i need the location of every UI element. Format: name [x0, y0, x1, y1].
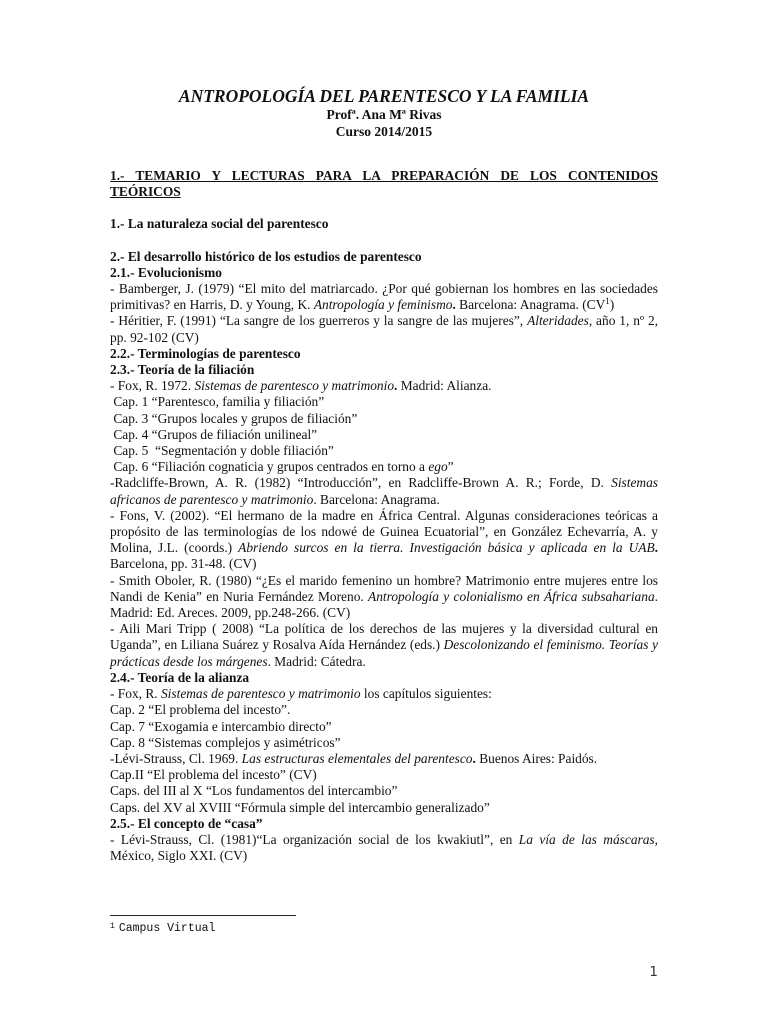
- chapter-item: Cap.II “El problema del incesto” (CV): [110, 767, 317, 783]
- reference-entry: -Lévi-Strauss, Cl. 1969. Las estructuras elementales del parentesco. Buenos Aires: Paidós.: [110, 750, 598, 766]
- topic-heading: 2.- El desarrollo histórico de los estudios de parentesco: [110, 248, 422, 264]
- chapter-item: Cap. 2 “El problema del incesto”.: [110, 702, 291, 718]
- reference-entry: - Fox, R. Sistemas de parentesco y matrimonio los capítulos siguientes:: [110, 686, 492, 702]
- footnote-number: 1: [110, 922, 115, 931]
- chapter-item: Cap. 7 “Exogamia e intercambio directo”: [110, 718, 332, 734]
- footnote: [110, 922, 215, 935]
- footnote-text: Campus Virtual: [118, 922, 216, 935]
- document-body: [110, 168, 658, 864]
- document-title: ANTROPOLOGÍA DEL PARENTESCO Y LA FAMILIA: [178, 86, 590, 106]
- reference-entry: - Smith Oboler, R. (1980) “¿Es el marido femenino un hombre? Matrimonio entre mujeres entre los Nandi de Kenia” en Nuria Fernández Moreno. Antropología y colonialismo en África subsahariana. Madrid: Ed. Areces. 2009, pp.248-266. (CV): [110, 572, 658, 621]
- chapter-item: Cap. 4 “Grupos de filiación unilineal”: [110, 426, 318, 442]
- professor-name: Profª. Ana Mª Rivas: [326, 107, 442, 122]
- reference-entry: - Lévi-Strauss, Cl. (1981)“La organización social de los kwakiutl”, en La vía de las máscaras, México, Siglo XXI. (CV): [110, 831, 658, 864]
- reference-entry: - Aili Mari Tripp ( 2008) “La política de los derechos de las mujeres y la diversidad cultural en Uganda”, en Liliana Suárez y Rosalva Aída Hernández (eds.) Descolonizando el feminismo. Teorías y prácticas desde los márgenes. Madrid: Cátedra.: [110, 621, 658, 669]
- reference-entry: - Héritier, F. (1991) “La sangre de los guerreros y la sangre de las mujeres”, Alteridades, año 1, nº 2, pp. 92-102 (CV): [110, 313, 658, 345]
- footnote-divider: [110, 915, 296, 916]
- reference-entry: - Bamberger, J. (1979) “El mito del matriarcado. ¿Por qué gobiernan los hombres en las sociedades primitivas? en Harris, D. y Young, K. Antropología y feminismo. Barcelona: Anagrama. (CV$^1$): [110, 281, 658, 313]
- subtopic-heading: 2.4.- Teoría de la alianza: [110, 669, 250, 685]
- footnote-mark: 1: [605, 296, 610, 307]
- subtopic-heading: 2.1.- Evolucionismo: [110, 264, 222, 280]
- chapter-item: Cap. 5 “Segmentación y doble filiación”: [110, 443, 334, 459]
- chapter-item: Cap. 3 “Grupos locales y grupos de filiación”: [110, 410, 358, 426]
- course-year: Curso 2014/2015: [335, 123, 433, 139]
- subtopic-heading: 2.2.- Terminologías de parentesco: [110, 345, 301, 361]
- page-number: 1: [649, 964, 658, 980]
- topic-heading: 1.- La naturaleza social del parentesco: [110, 216, 329, 232]
- chapter-item: Caps. del III al X “Los fundamentos del intercambio”: [110, 783, 398, 799]
- subtopic-heading: 2.5.- El concepto de “casa”: [110, 815, 263, 831]
- reference-entry: - Fox, R. 1972. Sistemas de parentesco y matrimonio. Madrid: Alianza.: [110, 378, 492, 394]
- reference-entry: -Radcliffe-Brown, A. R. (1982) “Introducción”, en Radcliffe-Brown A. R.; Forde, D. Sistemas africanos de parentesco y matrimonio. Barcelona: Anagrama.: [110, 475, 658, 507]
- chapter-item: Cap. 8 “Sistemas complejos y asimétricos”: [110, 734, 341, 750]
- reference-entry: - Fons, V. (2002). “El hermano de la madre en África Central. Algunas consideraciones teóricas a propósito de las terminologías de los ndowé de Guinea Ecuatorial”, en González Echevarría, A. y Molina, J.L. (coords.) Abriendo surcos en la tierra. Investigación básica y aplicada en la UAB. Barcelona, pp. 31-48. (CV): [110, 507, 658, 572]
- document-header: [110, 86, 658, 140]
- chapter-item: Cap. 1 “Parentesco, familia y filiación”: [110, 394, 325, 410]
- subtopic-heading: 2.3.- Teoría de la filiación: [110, 362, 255, 378]
- section-heading: 1.- TEMARIO Y LECTURAS PARA LA PREPARACIÓN DE LOS CONTENIDOS TEÓRICOS: [110, 168, 658, 200]
- chapter-item: Caps. del XV al XVIII “Fórmula simple del intercambio generalizado”: [110, 799, 490, 815]
- chapter-item: Cap. 6 “Filiación cognaticia y grupos centrados en torno a ego”: [110, 459, 454, 475]
